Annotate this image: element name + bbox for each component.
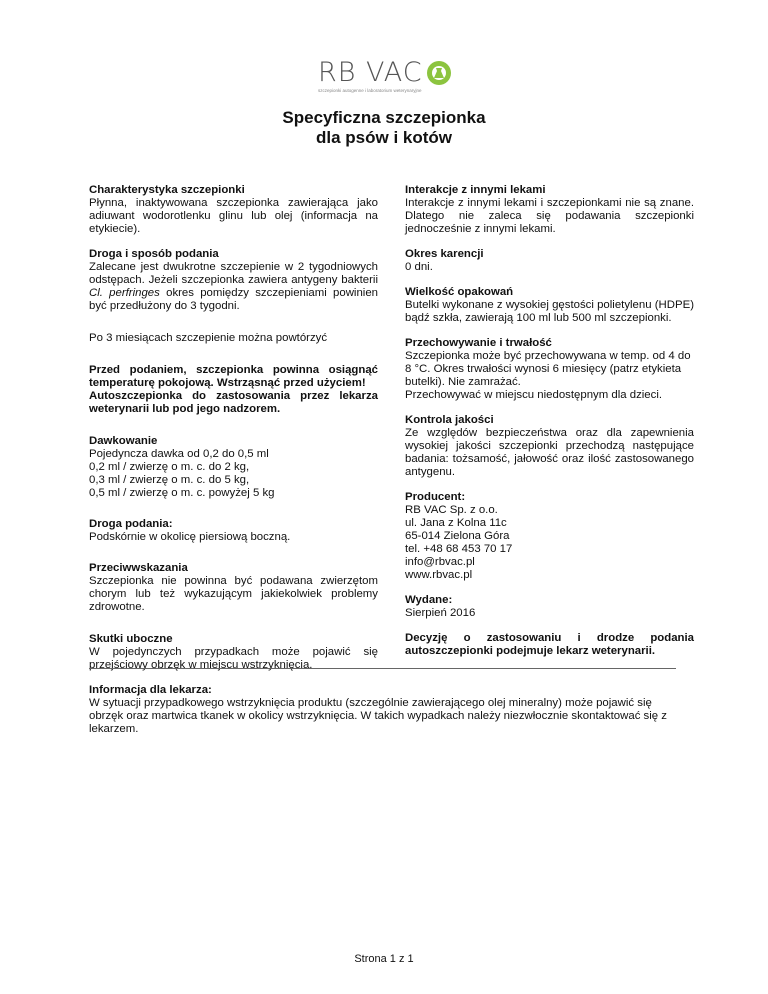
- section-divider: [89, 668, 676, 669]
- section-ostrzezenie: [89, 364, 378, 416]
- section-text: W pojedynczych przypadkach może pojawić się przejściowy obrzęk w miejscu wstrzyknięcia.: [89, 646, 378, 671]
- logo-tagline: szczepionki autogenne i laboratorium weterynaryjne: [318, 88, 422, 93]
- section-text: 0 dni.: [405, 261, 433, 273]
- producer-phone: tel. +48 68 453 70 17: [405, 543, 513, 555]
- logo-wordmark: RB VAC: [318, 57, 423, 88]
- section-producent: [405, 491, 694, 582]
- producer-website: www.rbvac.pl: [405, 569, 473, 581]
- section-heading: Informacja dla lekarza:: [89, 684, 212, 696]
- section-heading: Droga i sposób podania: [89, 248, 219, 260]
- right-column: [405, 184, 694, 670]
- producer-city: 65-014 Zielona Góra: [405, 530, 510, 542]
- section-heading: Charakterystyka szczepionki: [89, 184, 245, 196]
- section-text: Butelki wykonane z wysokiej gęstości polietylenu (HDPE) bądź szkła, zawierają 100 ml lub 500 ml szczepionki.: [405, 299, 694, 324]
- section-heading: Okres karencji: [405, 248, 484, 260]
- section-heading: Skutki uboczne: [89, 633, 173, 645]
- section-text: Podskórnie w okolicę piersiową boczną.: [89, 531, 291, 543]
- section-text: Przechowywać w miejscu niedostępnym dla dzieci.: [405, 389, 663, 401]
- dose-line: 0,2 ml / zwierzę o m. c. do 2 kg,: [89, 461, 250, 473]
- warning-text: Przed podaniem, szczepionka powinna osiągnąć temperaturę pokojową. Wstrząsnąć przed użyciem!: [89, 364, 378, 389]
- repeat-note: Po 3 miesiącach szczepienie można powtórzyć: [89, 332, 328, 344]
- section-przeciwwskazania: [89, 562, 378, 614]
- section-informacja-dla-lekarza: [89, 684, 689, 736]
- bacteria-name: Cl. perfringes: [89, 287, 160, 299]
- section-heading: Droga podania:: [89, 518, 173, 530]
- logo-flask-icon: [426, 60, 452, 86]
- section-droga-podania: [89, 518, 378, 544]
- section-text: Ze względów bezpieczeństwa oraz dla zapewnienia wysokiej jakości szczepionki przechodzą następujące badania: tożsamość, jałowość oraz ilość zastosowanego antygenu.: [405, 427, 694, 478]
- section-text: W sytuacji przypadkowego wstrzyknięcia produktu (szczególnie zawierającego olej mineralny) może pojawić się obrzęk oraz martwica tkanek w okolicy wstrzyknięcia. W takich wypadkach należy niezwłocznie skontaktować się z lekarzem.: [89, 697, 667, 735]
- decision-note: Decyzję o zastosowaniu i drodze podania autoszczepionki podejmuje lekarz weterynarii.: [405, 632, 694, 657]
- section-karencja: [405, 248, 694, 274]
- text-part: Zalecane jest dwukrotne szczepienie w 2 tygodniowych odstępach. Jeżeli szczepionka zawiera antygeny bakterii: [89, 261, 378, 286]
- issue-date: Sierpień 2016: [405, 607, 476, 619]
- section-heading: Przeciwwskazania: [89, 562, 188, 574]
- section-heading: Wielkość opakowań: [405, 286, 514, 298]
- section-opakowania: [405, 286, 694, 325]
- section-droga-sposob: [89, 248, 378, 313]
- section-heading: Dawkowanie: [89, 435, 158, 447]
- section-heading: Kontrola jakości: [405, 414, 494, 426]
- section-text: [89, 261, 378, 313]
- section-charakterystyka: [89, 184, 378, 236]
- left-column: [89, 184, 378, 684]
- section-heading: Wydane:: [405, 594, 453, 606]
- section-heading: Interakcje z innymi lekami: [405, 184, 546, 196]
- section-powtorzenie: [89, 332, 378, 345]
- text-part: okres pomiędzy szczepieniami powinien być przedłużony do 3 tygodni.: [89, 287, 378, 312]
- section-interakcje: [405, 184, 694, 236]
- producer-street: ul. Jana z Kolna 11c: [405, 517, 507, 529]
- company-logo: [318, 58, 458, 96]
- dose-line: 0,5 ml / zwierzę o m. c. powyżej 5 kg: [89, 487, 275, 499]
- section-text: Szczepionka może być przechowywana w temp. od 4 do 8 °C. Okres trwałości wynosi 6 miesięcy (patrz etykieta butelki). Nie zamrażać.: [405, 350, 691, 388]
- section-heading: Producent:: [405, 491, 466, 503]
- producer-email: info@rbvac.pl: [405, 556, 475, 568]
- section-text: Szczepionka nie powinna być podawana zwierzętom chorym lub też wykazującym jakiekolwiek problemy zdrowotne.: [89, 575, 378, 613]
- supervision-text: Autoszczepionka do zastosowania przez lekarza weterynarii lub pod jego nadzorem.: [89, 390, 378, 415]
- section-text: Płynna, inaktywowana szczepionka zawierająca jako adiuwant wodorotlenku glinu lub olej (informacja na etykiecie).: [89, 197, 378, 235]
- page-number: Strona 1 z 1: [354, 953, 414, 965]
- title-line-2: dla psów i kotów: [315, 128, 452, 147]
- section-kontrola: [405, 414, 694, 479]
- dose-line: Pojedyncza dawka od 0,2 do 0,5 ml: [89, 448, 269, 460]
- section-skutki: [89, 633, 378, 672]
- section-text: Interakcje z innymi lekami i szczepionkami nie są znane. Dlatego nie zaleca się podawania szczepionki jednocześnie z innymi lekami.: [405, 197, 694, 235]
- producer-name: RB VAC Sp. z o.o.: [405, 504, 498, 516]
- section-wydane: [405, 594, 694, 620]
- section-przechowywanie: [405, 337, 694, 402]
- section-heading: Przechowywanie i trwałość: [405, 337, 552, 349]
- document-title: [0, 108, 768, 148]
- section-decyzja: [405, 632, 694, 658]
- section-dawkowanie: [89, 435, 378, 500]
- title-line-1: Specyficzna szczepionka: [282, 108, 486, 127]
- dose-line: 0,3 ml / zwierzę o m. c. do 5 kg,: [89, 474, 250, 486]
